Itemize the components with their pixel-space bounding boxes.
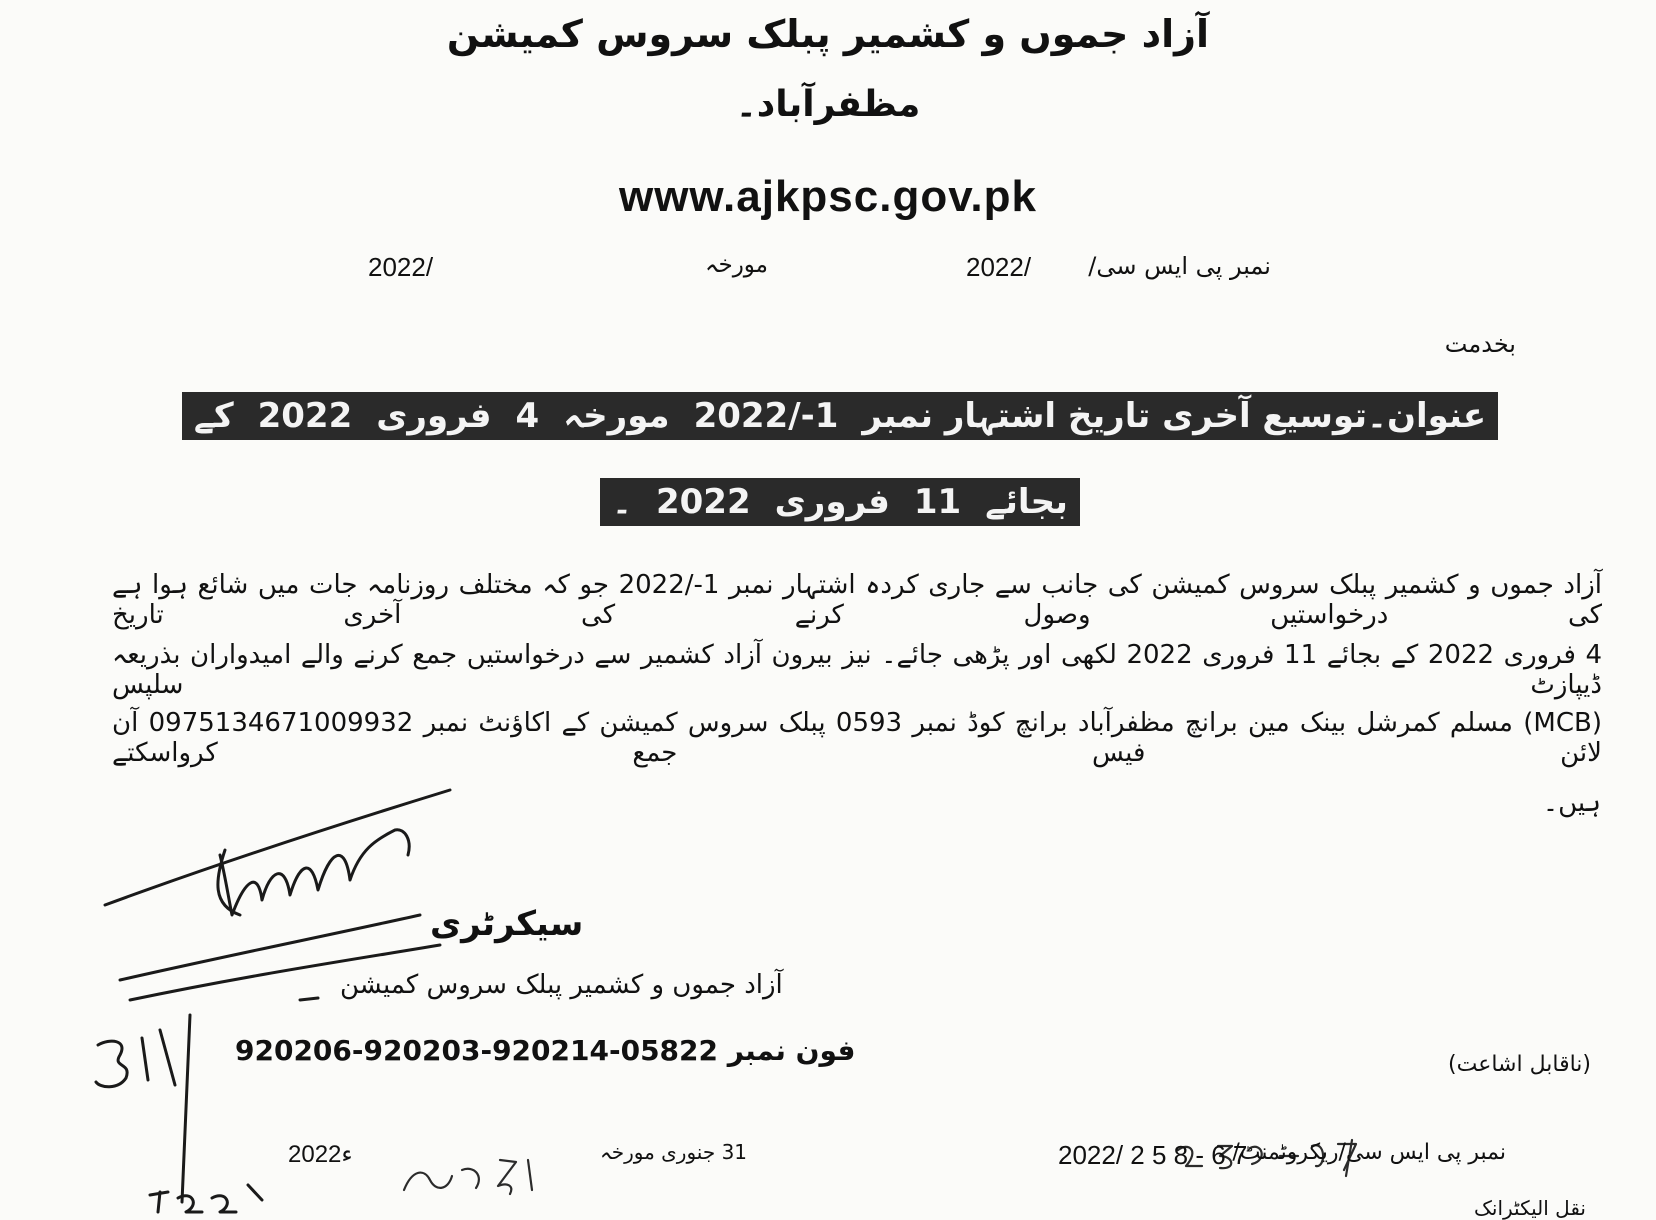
subject-day: 4 (506, 394, 550, 438)
subject-new-year: 2022 (646, 480, 761, 524)
ref2-dated-word: مورخہ (600, 1140, 655, 1164)
ref-dated-year: 2022/ (368, 252, 434, 282)
subject-ke: کے (184, 394, 244, 438)
subject-year: 2022 (248, 394, 363, 438)
subject-new-day: 11 (904, 480, 971, 524)
ref2-year: 2022ء (288, 1141, 353, 1168)
body-line-4: ہیں۔ (1542, 788, 1601, 818)
signatory-title: سیکرٹری (430, 904, 584, 944)
body-line-3: (MCB) مسلم کمرشل بینک مین برانچ مظفرآباد برانچ کوڈ نمبر 0593 پبلک سروس کمیشن کے اکاؤنٹ نمبر 0975134671009932 آن لائن فیس جمع کرواسکتے (112, 708, 1602, 768)
subject-month: فروری (366, 394, 501, 438)
copy-line: نقل الیکٹرانک (1473, 1196, 1586, 1220)
phone-numbers: فون نمبر 05822-920214-920203-920206 (235, 1034, 856, 1067)
body-line-1: آزاد جموں و کشمیر پبلک سروس کمیشن کی جانب سے جاری کردہ اشتہار نمبر 1-/2022 جو کہ مختلف روزنامہ جات میں شائع ہوا ہے کی درخواستیں وصول کرنے کی آخری تاریخ (112, 570, 1602, 630)
ref2-dated-value: 31 جنوری (661, 1140, 748, 1164)
subject-title: عنوان۔توسیع آخری تاریخ اشتہار نمبر (852, 394, 1496, 438)
ref2-number-value: 2022/ 2 5 8 - 6 7 (1058, 1140, 1248, 1170)
subject-end: ۔ (602, 480, 642, 524)
ref2-number-label: نمبر پی ایس سی/ریکروٹمنٹ/ (1232, 1140, 1506, 1165)
organization-name: آزاد جموں و کشمیر پبلک سروس کمیشن (446, 12, 1210, 56)
signatory-organization: آزاد جموں و کشمیر پبلک سروس کمیشن (340, 970, 783, 1000)
subject-instead: بجائے (975, 480, 1078, 524)
ref-dated-label: مورخہ (705, 252, 769, 278)
subject-new-month: فروری (765, 480, 900, 524)
ref-number-year: 2022/ (966, 252, 1032, 282)
website-url: www.ajkpsc.gov.pk (618, 172, 1037, 221)
organization-city: مظفرآباد۔ (735, 84, 921, 125)
addressee: بخدمت (1444, 330, 1516, 358)
subject-dated: مورخہ (553, 394, 679, 438)
body-line-2: 4 فروری 2022 کے بجائے 11 فروری 2022 لکھی اور پڑھی جائے۔ نیز بیرون آزاد کشمیر سے درخواستیں جمع کرنے والے امیدواران بذریعہ ڈیپازٹ سلپس (112, 640, 1603, 700)
not-for-publication: (ناقابل اشاعت) (1448, 1052, 1591, 1077)
ref2-dated-label (600, 1140, 747, 1164)
ref-number-label: نمبر پی ایس سی/ (1088, 252, 1271, 280)
subject-ad-number: 1-/2022 (684, 394, 849, 438)
